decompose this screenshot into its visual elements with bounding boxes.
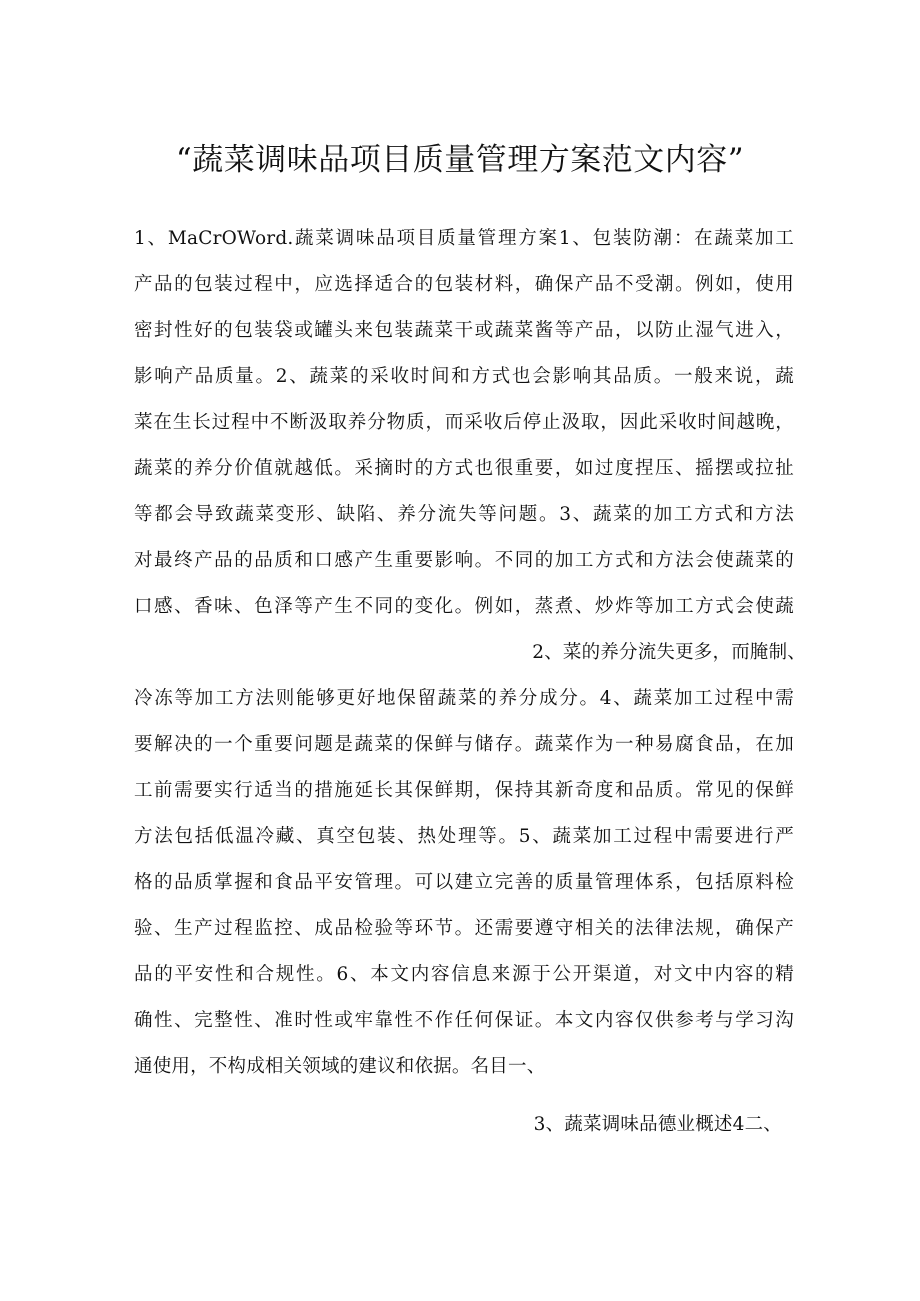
paragraph-line-5: 菜在生长过程中不断汲取养分物质，而采收后停止汲取，因此采收时间越晚， — [134, 412, 794, 433]
paragraph-line-8: 对最终产品的品质和口感产生重要影响。不同的加工方式和方法会使蔬菜的 — [134, 550, 794, 571]
paragraph-line-12: 要解决的一个重要问题是蔬菜的保鲜与储存。蔬菜作为一种易腐食品，在加 — [134, 734, 794, 755]
paragraph-line-11: 冷冻等加工方法则能够更好地保留蔬菜的养分成分。4、蔬菜加工过程中需 — [134, 688, 794, 709]
paragraph-line-3: 密封性好的包装袋或罐头来包装蔬菜干或蔬菜酱等产品，以防止湿气进入， — [134, 320, 794, 341]
paragraph-line-1: 1、MaCrOWord.蔬菜调味品项目质量管理方案1、包装防潮：在蔬菜加工 — [134, 228, 794, 249]
paragraph-line-9: 口感、香味、色泽等产生不同的变化。例如，蒸煮、炒炸等加工方式会使蔬 — [134, 596, 794, 617]
paragraph-line-6: 蔬菜的养分价值就越低。采摘时的方式也很重要，如过度捏压、摇摆或拉扯 — [134, 458, 794, 479]
paragraph-line-13: 工前需要实行适当的措施延长其保鲜期，保持其新奇度和品质。常见的保鲜 — [134, 780, 794, 801]
paragraph-line-17: 品的平安性和合规性。6、本文内容信息来源于公开渠道，对文中内容的精 — [134, 964, 794, 985]
paragraph-line-14: 方法包括低温冷藏、真空包装、热处理等。5、蔬菜加工过程中需要进行严 — [134, 826, 794, 847]
document-title: “蔬菜调味品项目质量管理方案范文内容” — [175, 142, 745, 178]
paragraph-line-16: 验、生产过程监控、成品检验等环节。还需要遵守相关的法律法规，确保产 — [134, 918, 794, 939]
paragraph-line-4: 影响产品质量。2、蔬菜的采收时间和方式也会影响其品质。一般来说，蔬 — [134, 366, 794, 387]
paragraph-line-20: 3、蔬菜调味品德业概述4二、 — [533, 1114, 782, 1135]
paragraph-line-18: 确性、完整性、准时性或牢靠性不作任何保证。本文内容仅供参考与学习沟 — [134, 1010, 794, 1031]
paragraph-line-7: 等都会导致蔬菜变形、缺陷、养分流失等问题。3、蔬菜的加工方式和方法 — [134, 504, 794, 525]
paragraph-line-2: 产品的包装过程中，应选择适合的包装材料，确保产品不受潮。例如，使用 — [134, 274, 794, 295]
paragraph-line-15: 格的品质掌握和食品平安管理。可以建立完善的质量管理体系，包括原料检 — [134, 872, 794, 893]
paragraph-line-10: 2、菜的养分流失更多，而腌制、 — [532, 642, 806, 663]
paragraph-line-19: 通使用，不构成相关领域的建议和依据。名目一、 — [134, 1056, 546, 1077]
